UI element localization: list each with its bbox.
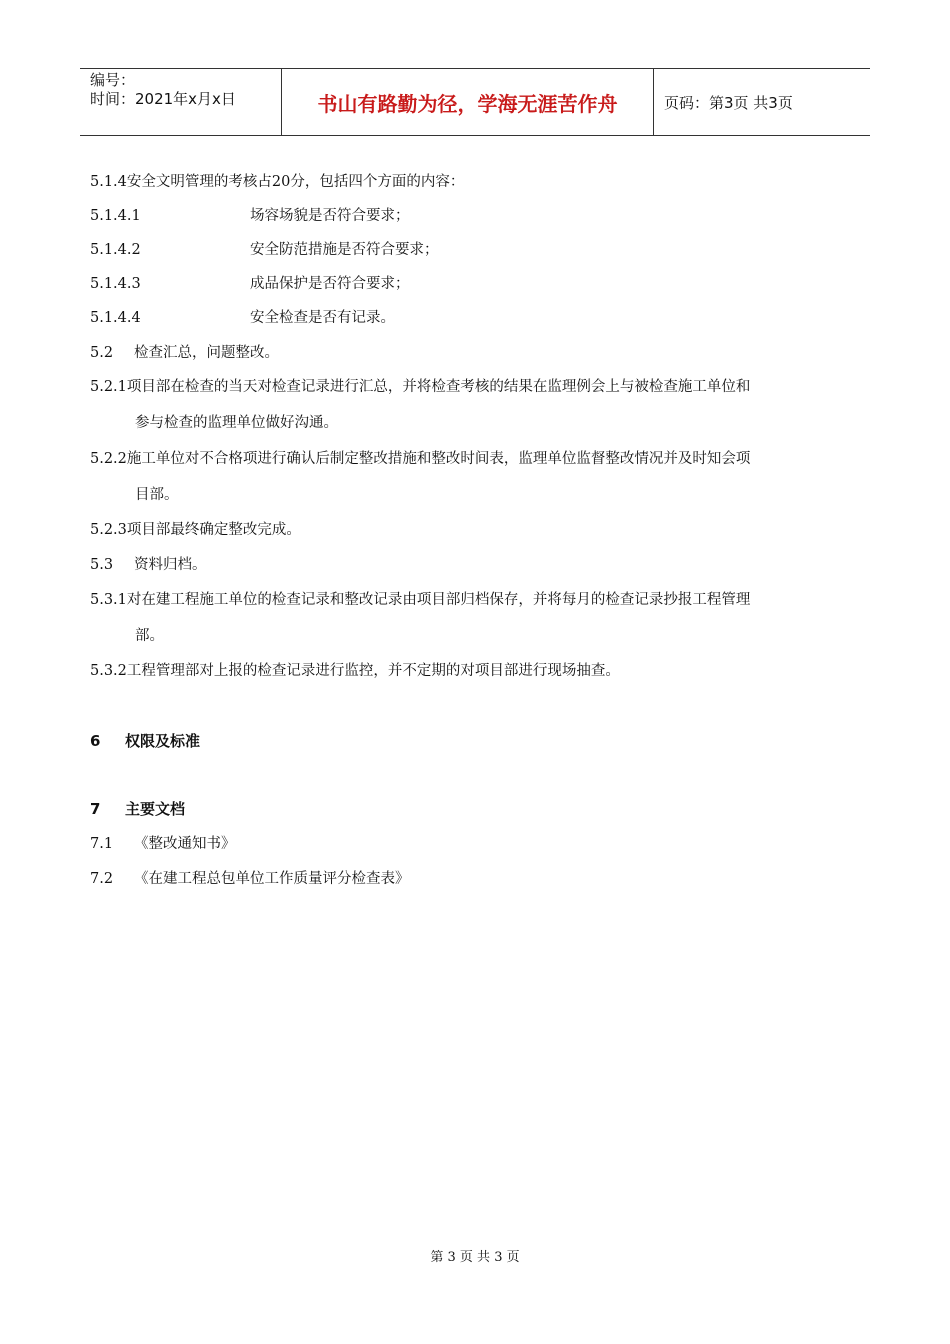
header-page-number: 页码：第3页 共3页 [664, 93, 793, 112]
section-6-heading [90, 731, 201, 751]
clause-5-1-4-4 [90, 308, 395, 328]
clause-number: 5.1.4.2 [90, 242, 141, 258]
section-title: 权限及标准 [125, 732, 201, 750]
clause-5-2-2: 5.2.2施工单位对不合格项进行确认后制定整改措施和整改时间表，监理单位监督整改情况并及时知会项 [90, 451, 751, 467]
clause-5-2-2-continued: 目部。 [135, 487, 179, 503]
header-motto: 书山有路勤为径，学海无涯苦作舟 [282, 69, 654, 135]
clause-text: 资料归档。 [134, 557, 207, 573]
document-7-2 [90, 869, 410, 889]
clause-5-1-4: 5.1.4安全文明管理的考核占20分，包括四个方面的内容： [90, 174, 465, 190]
clause-5-1-4-1 [90, 206, 410, 226]
clause-5-2-1: 5.2.1项目部在检查的当天对检查记录进行汇总，并将检查考核的结果在监理例会上与被检查施工单位和 [90, 379, 751, 395]
section-7-heading [90, 799, 186, 819]
clause-5-3 [90, 555, 207, 575]
document-7-1 [90, 834, 236, 854]
clause-number: 5.1.4.1 [90, 208, 141, 224]
clause-number: 7.1 [90, 836, 114, 852]
header-meta [80, 69, 282, 135]
clause-text: 场容场貌是否符合要求； [250, 208, 410, 224]
clause-number: 5.1.4.4 [90, 310, 141, 326]
page-footer: 第 3 页 共 3 页 [430, 1250, 520, 1265]
clause-text: 安全防范措施是否符合要求； [250, 242, 439, 258]
section-number: 6 [90, 732, 101, 750]
clause-5-2-3: 5.2.3项目部最终确定整改完成。 [90, 522, 301, 538]
section-title: 主要文档 [125, 800, 186, 818]
clause-number: 5.2 [90, 345, 114, 361]
clause-text: 检查汇总，问题整改。 [134, 345, 279, 361]
clause-number: 5.1.4.3 [90, 276, 141, 292]
doc-number-label: 编号： [90, 71, 136, 89]
document-title: 《在建工程总包单位工作质量评分检查表》 [134, 871, 410, 887]
document-title: 《整改通知书》 [134, 836, 236, 852]
clause-number: 5.3 [90, 557, 114, 573]
section-number: 7 [90, 800, 101, 818]
clause-text: 安全检查是否有记录。 [250, 310, 395, 326]
clause-5-1-4-2 [90, 240, 439, 260]
clause-5-3-2: 5.3.2工程管理部对上报的检查记录进行监控，并不定期的对项目部进行现场抽查。 [90, 663, 620, 679]
clause-5-1-4-3 [90, 274, 410, 294]
clause-number: 7.2 [90, 871, 114, 887]
page-header [80, 68, 870, 136]
doc-date-label: 时间：2021年x月x日 [90, 90, 236, 108]
clause-5-3-1: 5.3.1对在建工程施工单位的检查记录和整改记录由项目部归档保存，并将每月的检查记录抄报工程管理 [90, 592, 751, 608]
clause-5-3-1-continued: 部。 [135, 628, 164, 644]
clause-text: 成品保护是否符合要求； [250, 276, 410, 292]
clause-5-2-1-continued: 参与检查的监理单位做好沟通。 [135, 415, 338, 431]
clause-5-2 [90, 343, 279, 363]
